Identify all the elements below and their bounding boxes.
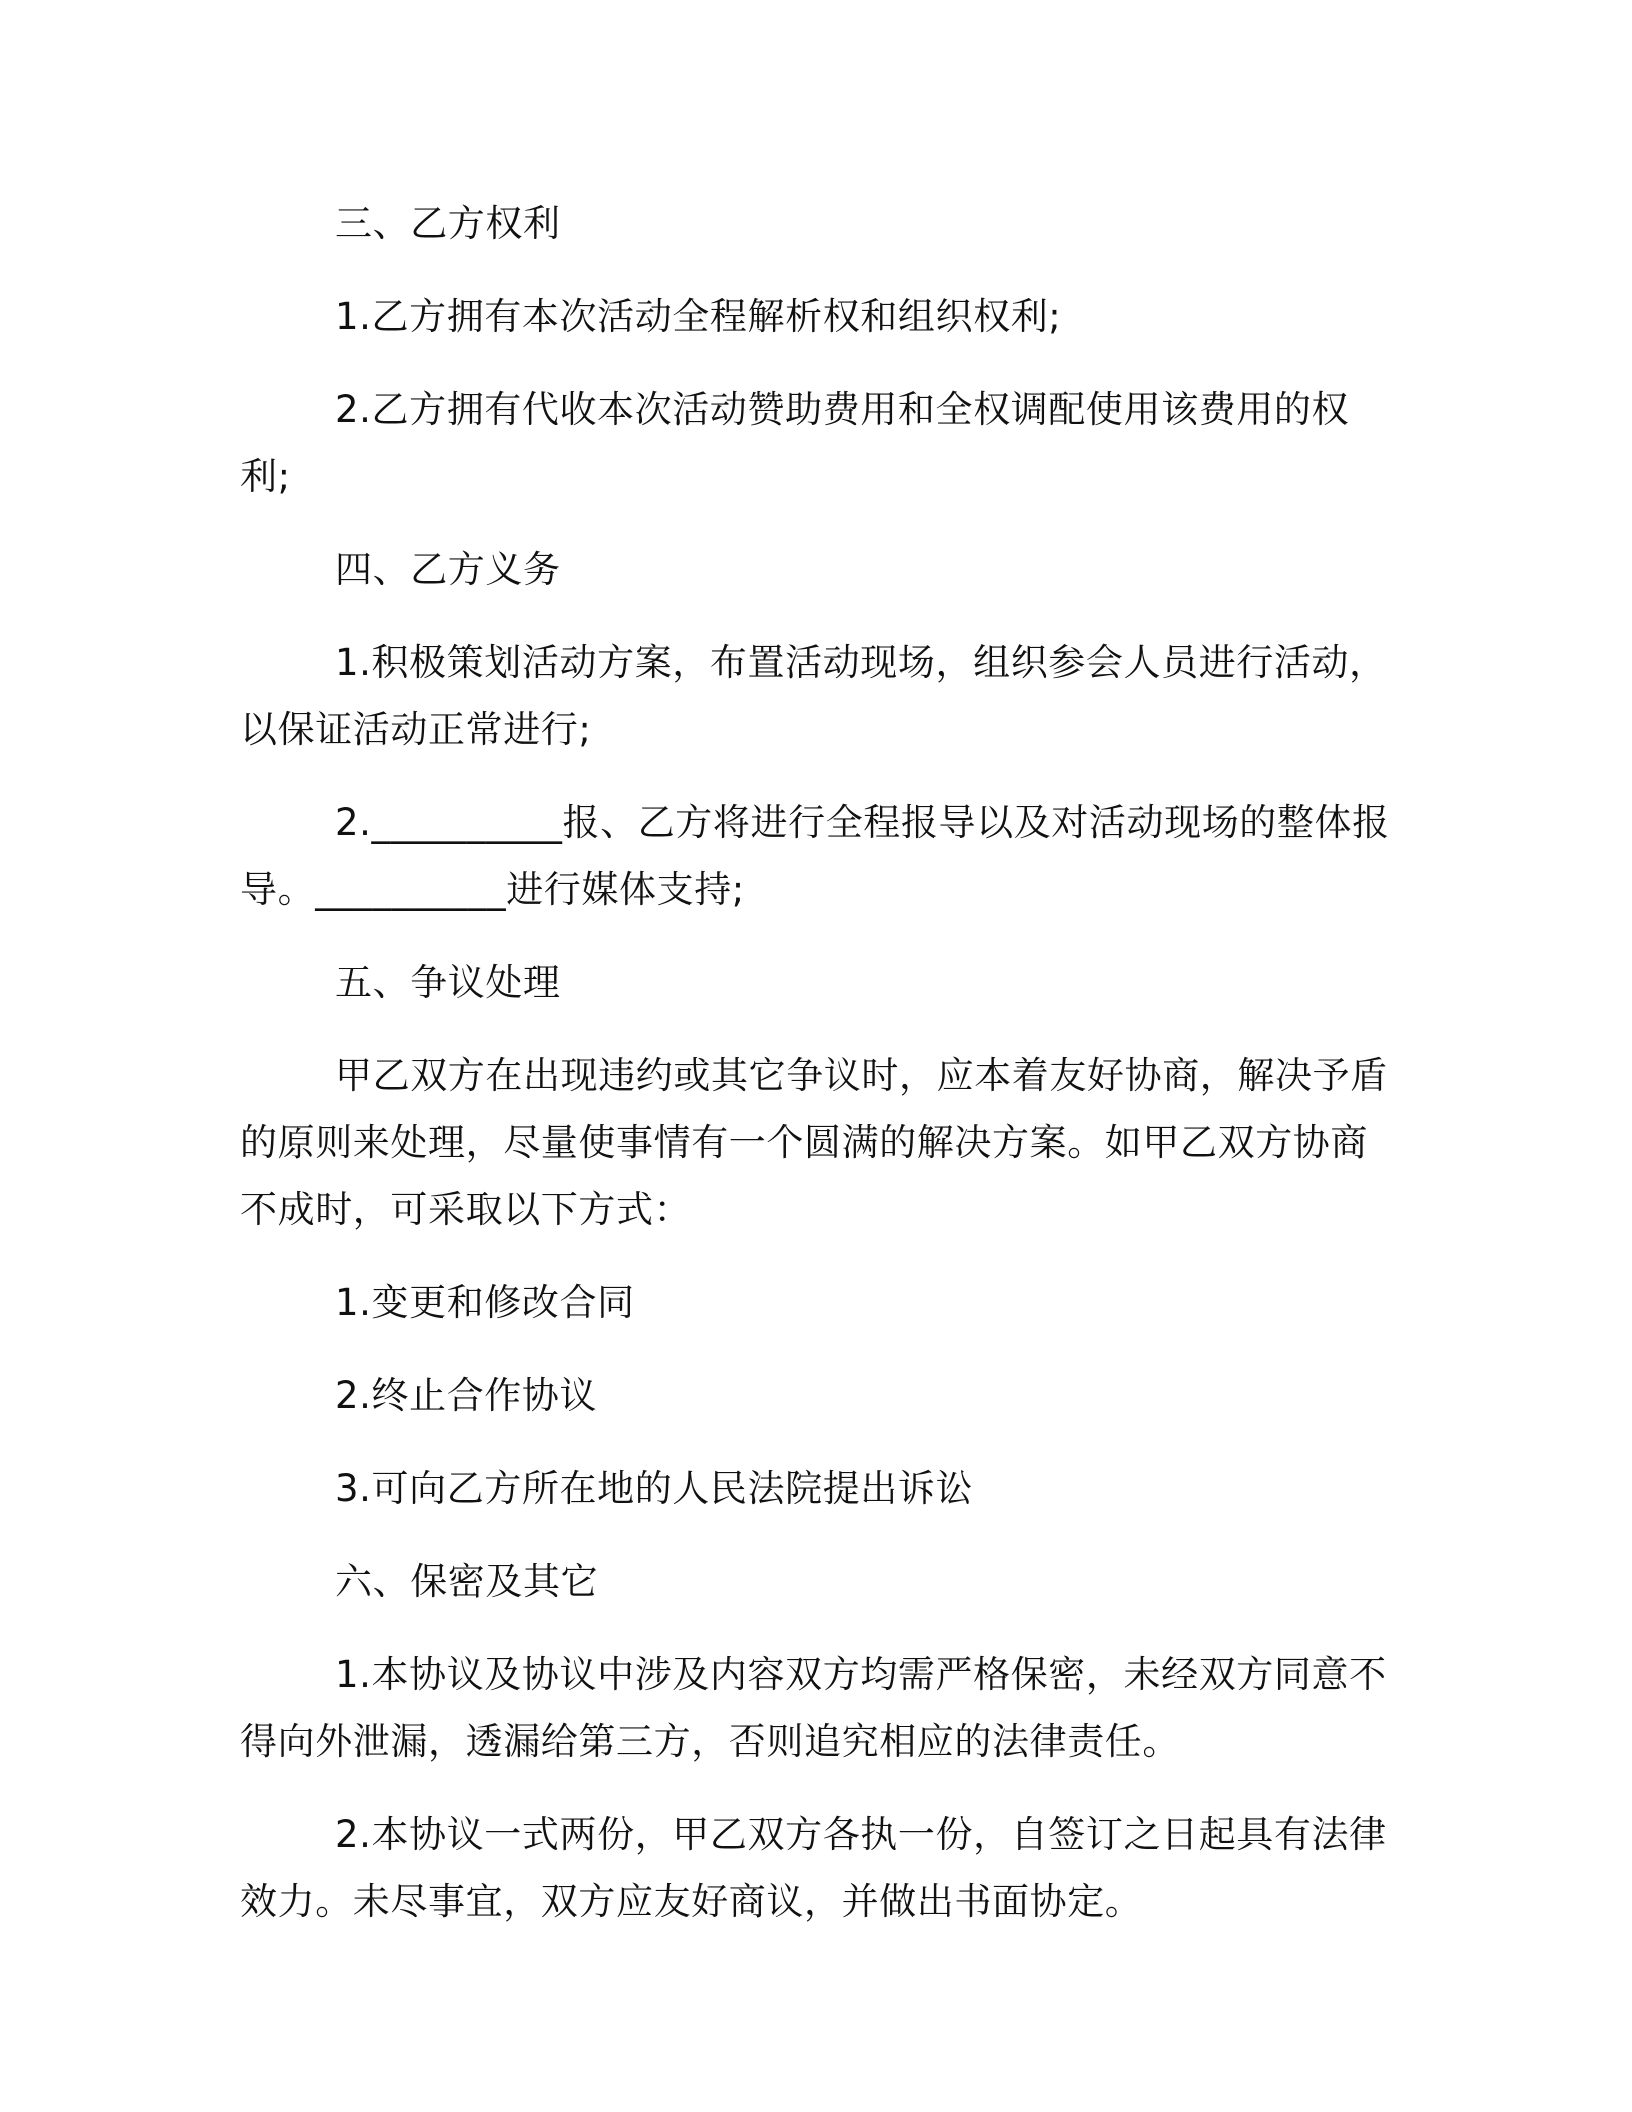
paragraph-dispute-option-3: 3.可向乙方所在地的人民法院提出诉讼 <box>335 1467 974 1510</box>
paragraph-dispute-option-1: 1.变更和修改合同 <box>335 1281 635 1324</box>
section-heading-dispute-resolution: 五、争议处理 <box>335 961 561 1004</box>
section-heading-confidentiality: 六、保密及其它 <box>335 1560 599 1603</box>
paragraph-dispute-intro: 甲乙双方在出现违约或其它争议时，应本着友好协商，解决予盾的原则来处理，尽量使事情有一个圆满的解决方案。如甲乙双方协商不成时，可采取以下方式： <box>240 1054 1388 1231</box>
paragraph-confidentiality-1: 1.本协议及协议中涉及内容双方均需严格保密，未经双方同意不得向外泄漏，透漏给第三方，否则追究相应的法律责任。 <box>240 1653 1387 1763</box>
paragraph-obligations-2: 2.__________报、乙方将进行全程报导以及对活动现场的整体报导。__________进行媒体支持; <box>240 801 1390 911</box>
paragraph-dispute-option-2: 2.终止合作协议 <box>335 1374 598 1417</box>
paragraph-obligations-1: 1.积极策划活动方案，布置活动现场，组织参会人员进行活动，以保证活动正常进行; <box>240 641 1387 751</box>
paragraph-rights-2: 2.乙方拥有代收本次活动赞助费用和全权调配使用该费用的权利; <box>240 388 1350 498</box>
document-page <box>240 190 1390 1935</box>
paragraph-rights-1: 1.乙方拥有本次活动全程解析权和组织权利; <box>335 295 1062 338</box>
paragraph-confidentiality-2: 2.本协议一式两份，甲乙双方各执一份，自签订之日起具有法律效力。未尽事宜，双方应友好商议，并做出书面协定。 <box>240 1813 1387 1923</box>
section-heading-party-b-rights: 三、乙方权利 <box>335 202 561 245</box>
section-heading-party-b-obligations: 四、乙方义务 <box>335 548 561 591</box>
